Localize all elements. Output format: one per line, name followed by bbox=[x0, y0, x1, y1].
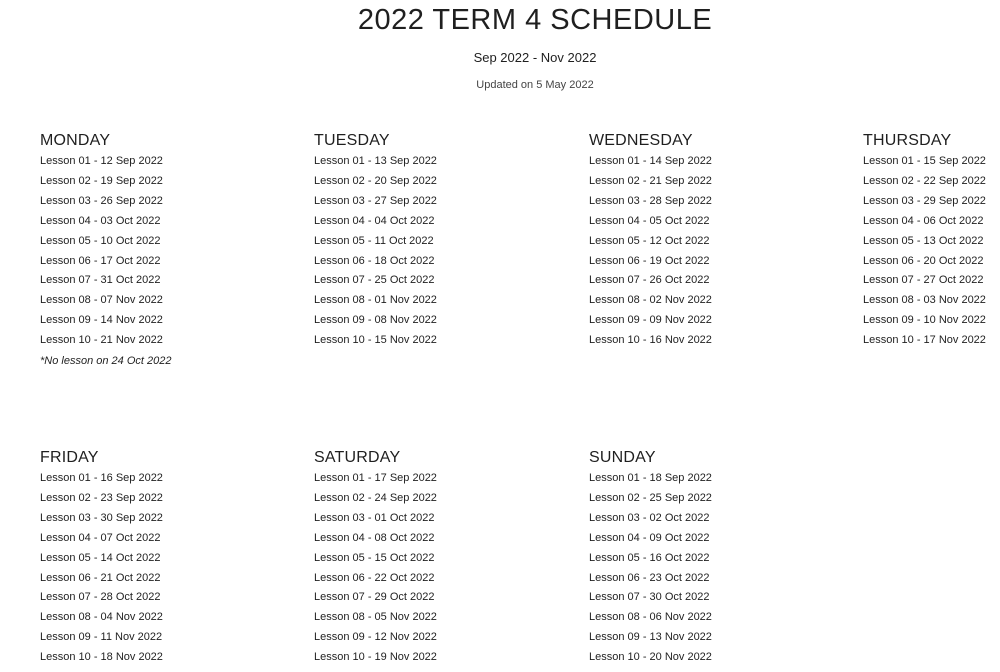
lesson-item: Lesson 06 - 18 Oct 2022 bbox=[314, 254, 435, 267]
lesson-item: Lesson 03 - 30 Sep 2022 bbox=[40, 511, 163, 524]
lesson-item: Lesson 06 - 20 Oct 2022 bbox=[863, 254, 984, 267]
day-column-friday bbox=[40, 448, 280, 668]
lesson-list bbox=[863, 152, 1000, 351]
lesson-item: Lesson 09 - 08 Nov 2022 bbox=[314, 314, 437, 327]
lesson-item: Lesson 10 - 18 Nov 2022 bbox=[40, 651, 163, 664]
lesson-item: Lesson 01 - 17 Sep 2022 bbox=[314, 472, 437, 484]
lesson-item: Lesson 07 - 28 Oct 2022 bbox=[40, 591, 161, 604]
lesson-item: Lesson 06 - 19 Oct 2022 bbox=[589, 254, 710, 267]
lesson-item: Lesson 09 - 14 Nov 2022 bbox=[40, 314, 163, 327]
lesson-item: Lesson 04 - 07 Oct 2022 bbox=[40, 531, 161, 544]
lesson-item: Lesson 05 - 11 Oct 2022 bbox=[314, 234, 434, 247]
lesson-item: Lesson 08 - 06 Nov 2022 bbox=[589, 611, 712, 624]
lesson-item: Lesson 07 - 31 Oct 2022 bbox=[40, 274, 161, 287]
lesson-item: Lesson 10 - 17 Nov 2022 bbox=[863, 334, 986, 347]
lesson-item: Lesson 10 - 16 Nov 2022 bbox=[589, 334, 712, 347]
lesson-item: Lesson 10 - 21 Nov 2022 bbox=[40, 334, 163, 347]
lesson-item: Lesson 02 - 25 Sep 2022 bbox=[589, 491, 712, 504]
lesson-item: Lesson 01 - 14 Sep 2022 bbox=[589, 155, 712, 167]
lesson-list bbox=[40, 469, 280, 668]
day-heading: WEDNESDAY bbox=[589, 132, 693, 149]
lesson-item: Lesson 07 - 27 Oct 2022 bbox=[863, 274, 984, 287]
lesson-item: Lesson 10 - 15 Nov 2022 bbox=[314, 334, 437, 347]
lesson-item: Lesson 05 - 15 Oct 2022 bbox=[314, 551, 435, 564]
day-heading: SATURDAY bbox=[314, 449, 401, 466]
updated-date: Updated on 5 May 2022 bbox=[476, 79, 594, 91]
day-column-monday bbox=[40, 131, 280, 369]
lesson-item: Lesson 09 - 13 Nov 2022 bbox=[589, 631, 712, 644]
day-heading: TUESDAY bbox=[314, 132, 390, 149]
no-lesson-note: *No lesson on 24 Oct 2022 bbox=[40, 355, 172, 368]
lesson-item: Lesson 04 - 09 Oct 2022 bbox=[589, 531, 710, 544]
lesson-item: Lesson 03 - 27 Sep 2022 bbox=[314, 194, 437, 207]
lesson-item: Lesson 09 - 09 Nov 2022 bbox=[589, 314, 712, 327]
lesson-item: Lesson 05 - 14 Oct 2022 bbox=[40, 551, 161, 564]
lesson-item: Lesson 04 - 04 Oct 2022 bbox=[314, 214, 435, 227]
lesson-item: Lesson 04 - 06 Oct 2022 bbox=[863, 214, 984, 227]
day-column-saturday bbox=[314, 448, 554, 668]
lesson-item: Lesson 05 - 13 Oct 2022 bbox=[863, 234, 984, 247]
lesson-item: Lesson 08 - 04 Nov 2022 bbox=[40, 611, 163, 624]
lesson-list bbox=[314, 152, 554, 351]
lesson-item: Lesson 07 - 29 Oct 2022 bbox=[314, 591, 435, 604]
lesson-list bbox=[589, 469, 829, 668]
lesson-item: Lesson 05 - 16 Oct 2022 bbox=[589, 551, 710, 564]
page-subtitle: Sep 2022 - Nov 2022 bbox=[473, 50, 597, 65]
lesson-item: Lesson 07 - 30 Oct 2022 bbox=[589, 591, 710, 604]
lesson-item: Lesson 09 - 11 Nov 2022 bbox=[40, 631, 163, 644]
lesson-item: Lesson 02 - 20 Sep 2022 bbox=[314, 174, 437, 187]
lesson-item: Lesson 06 - 22 Oct 2022 bbox=[314, 571, 435, 584]
lesson-item: Lesson 02 - 19 Sep 2022 bbox=[40, 174, 163, 187]
lesson-item: Lesson 03 - 02 Oct 2022 bbox=[589, 511, 710, 524]
day-column-sunday bbox=[589, 448, 829, 668]
lesson-item: Lesson 08 - 03 Nov 2022 bbox=[863, 294, 986, 307]
lesson-item: Lesson 03 - 26 Sep 2022 bbox=[40, 194, 163, 207]
lesson-item: Lesson 05 - 12 Oct 2022 bbox=[589, 234, 710, 247]
lesson-item: Lesson 04 - 03 Oct 2022 bbox=[40, 214, 161, 227]
day-heading: MONDAY bbox=[40, 132, 111, 149]
lesson-item: Lesson 06 - 23 Oct 2022 bbox=[589, 571, 710, 584]
lesson-item: Lesson 01 - 12 Sep 2022 bbox=[40, 155, 163, 167]
day-heading: THURSDAY bbox=[863, 132, 952, 149]
lesson-item: Lesson 08 - 07 Nov 2022 bbox=[40, 294, 163, 307]
lesson-item: Lesson 02 - 23 Sep 2022 bbox=[40, 491, 163, 504]
page-title: 2022 TERM 4 SCHEDULE bbox=[357, 4, 713, 36]
lesson-item: Lesson 01 - 15 Sep 2022 bbox=[863, 155, 986, 167]
lesson-item: Lesson 07 - 26 Oct 2022 bbox=[589, 274, 710, 287]
lesson-item: Lesson 04 - 08 Oct 2022 bbox=[314, 531, 435, 544]
lesson-list bbox=[589, 152, 829, 351]
lesson-item: Lesson 03 - 28 Sep 2022 bbox=[589, 194, 712, 207]
lesson-list bbox=[314, 469, 554, 668]
lesson-item: Lesson 03 - 29 Sep 2022 bbox=[863, 194, 986, 207]
day-heading: FRIDAY bbox=[40, 449, 99, 466]
lesson-item: Lesson 01 - 16 Sep 2022 bbox=[40, 472, 163, 484]
lesson-item: Lesson 01 - 13 Sep 2022 bbox=[314, 155, 437, 167]
lesson-item: Lesson 06 - 21 Oct 2022 bbox=[40, 571, 161, 584]
day-column-thursday bbox=[863, 131, 1000, 351]
day-column-tuesday bbox=[314, 131, 554, 351]
lesson-item: Lesson 04 - 05 Oct 2022 bbox=[589, 214, 710, 227]
lesson-item: Lesson 08 - 05 Nov 2022 bbox=[314, 611, 437, 624]
lesson-item: Lesson 10 - 20 Nov 2022 bbox=[589, 651, 712, 664]
lesson-list bbox=[40, 152, 280, 351]
lesson-item: Lesson 09 - 12 Nov 2022 bbox=[314, 631, 437, 644]
lesson-item: Lesson 06 - 17 Oct 2022 bbox=[40, 254, 161, 267]
lesson-item: Lesson 02 - 24 Sep 2022 bbox=[314, 491, 437, 504]
lesson-item: Lesson 03 - 01 Oct 2022 bbox=[314, 511, 435, 524]
lesson-item: Lesson 02 - 21 Sep 2022 bbox=[589, 174, 712, 187]
day-heading: SUNDAY bbox=[589, 449, 656, 466]
lesson-item: Lesson 02 - 22 Sep 2022 bbox=[863, 174, 986, 187]
lesson-item: Lesson 08 - 01 Nov 2022 bbox=[314, 294, 437, 307]
lesson-item: Lesson 07 - 25 Oct 2022 bbox=[314, 274, 435, 287]
lesson-item: Lesson 10 - 19 Nov 2022 bbox=[314, 651, 437, 664]
lesson-item: Lesson 09 - 10 Nov 2022 bbox=[863, 314, 986, 327]
lesson-item: Lesson 08 - 02 Nov 2022 bbox=[589, 294, 712, 307]
day-column-wednesday bbox=[589, 131, 829, 351]
lesson-item: Lesson 05 - 10 Oct 2022 bbox=[40, 234, 161, 247]
lesson-item: Lesson 01 - 18 Sep 2022 bbox=[589, 472, 712, 484]
